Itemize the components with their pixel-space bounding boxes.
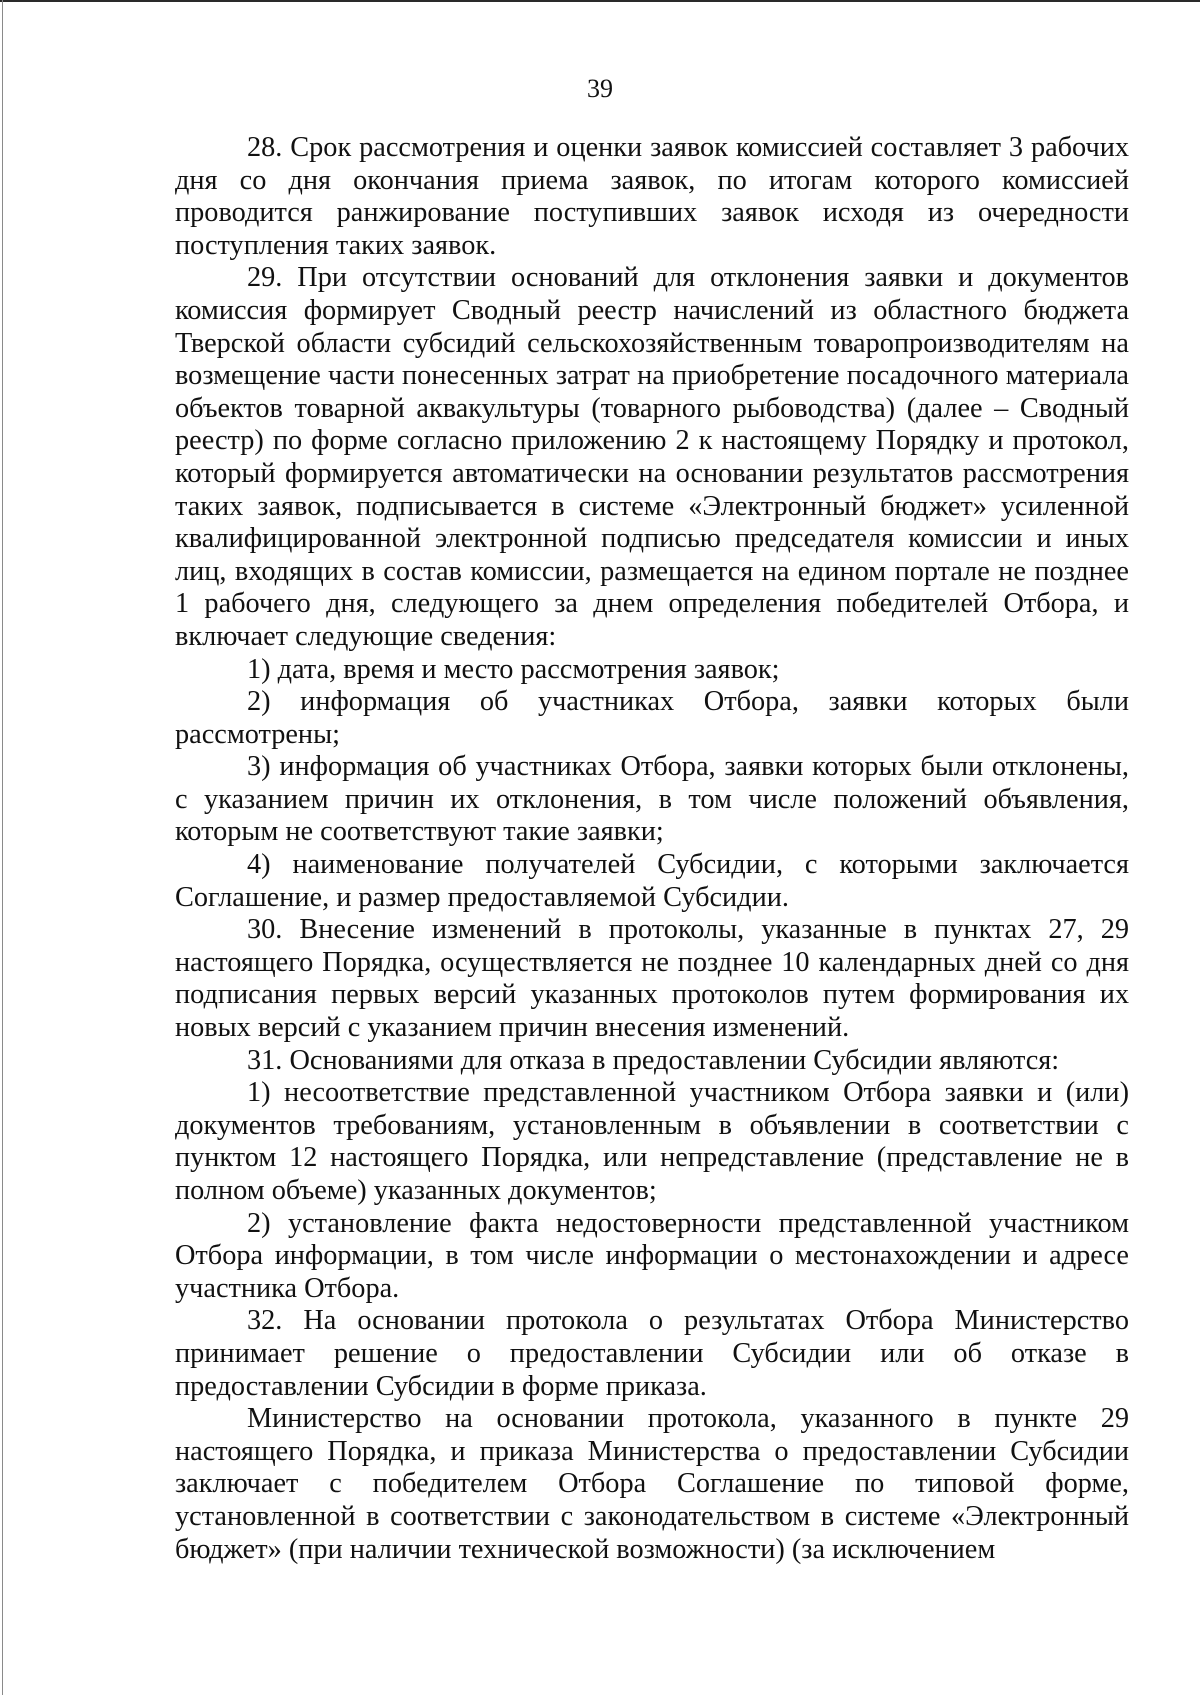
paragraph-31: 31. Основаниями для отказа в предоставлении Субсидии являются: (247, 1044, 1060, 1076)
paragraph-32-continued: Министерство на основании протокола, указанного в пункте 29 настоящего Порядка, и приказа Министерства о предоставлении Субсидии заключает с победителем Отбора Соглашение по типовой форме, установленной в соответствии с законодательством в системе «Электронный бюджет» (при наличии технической возможности) (за исключением (175, 1403, 1129, 1565)
paragraph-29-item-1: 1) дата, время и место рассмотрения заявок; (247, 653, 780, 685)
paragraph-32: 32. На основании протокола о результатах Отбора Министерство принимает решение о предоставлении Субсидии или об отказе в предоставлении Субсидии в форме приказа. (175, 1305, 1129, 1402)
paragraph-29: 29. При отсутствии оснований для отклонения заявки и документов комиссия формирует Сводный реестр начислений из областного бюджета Тверской области субсидий сельскохозяйственным товаропроизводителям на возмещение части понесенных затрат на приобретение посадочного материала объектов товарной аквакультуры (товарного рыбоводства) (далее – Сводный реестр) по форме согласно приложению 2 к настоящему Порядку и протокол, который формируется автоматически на основании результатов рассмотрения таких заявок, подписывается в системе «Электронный бюджет» усиленной квалифицированной электронной подписью председателя комиссии и иных лиц, входящих в состав комиссии, размещается на едином портале не позднее 1 рабочего дня, следующего за днем определения победителей Отбора, и включает следующие сведения: (175, 262, 1129, 652)
paragraph-29-item-2: 2) информация об участниках Отбора, заявки которых были рассмотрены; (175, 686, 1129, 750)
paragraph-29-item-3: 3) информация об участниках Отбора, заявки которых были отклонены, с указанием причин их отклонения, в том числе положений объявления, которым не соответствуют такие заявки; (175, 751, 1129, 848)
scan-left-edge (2, 0, 3, 1695)
scan-top-edge (0, 0, 1200, 2)
paragraph-29-item-4: 4) наименование получателей Субсидии, с которыми заключается Соглашение, и размер предоставляемой Субсидии. (175, 849, 1129, 913)
paragraph-28: 28. Срок рассмотрения и оценки заявок комиссией составляет 3 рабочих дня со дня окончания приема заявок, по итогам которого комиссией проводится ранжирование поступивших заявок исходя из очередности поступления таких заявок. (175, 132, 1129, 261)
paragraph-31-item-1: 1) несоответствие представленной участником Отбора заявки и (или) документов требованиям, установленным в объявлении в соответствии с пунктом 12 настоящего Порядка, или непредставление (представление не в полном объеме) указанных документов; (175, 1077, 1129, 1206)
document-body (175, 132, 1129, 1566)
paragraph-30: 30. Внесение изменений в протоколы, указанные в пунктах 27, 29 настоящего Порядка, осуществляется не позднее 10 календарных дней со дня подписания первых версий указанных протоколов путем формирования их новых версий с указанием причин внесения изменений. (175, 914, 1129, 1044)
paragraph-31-item-2: 2) установление факта недостоверности представленной участником Отбора информации, в том числе информации о местонахождении и адресе участника Отбора. (175, 1207, 1129, 1304)
page-number: 39 (587, 74, 613, 103)
